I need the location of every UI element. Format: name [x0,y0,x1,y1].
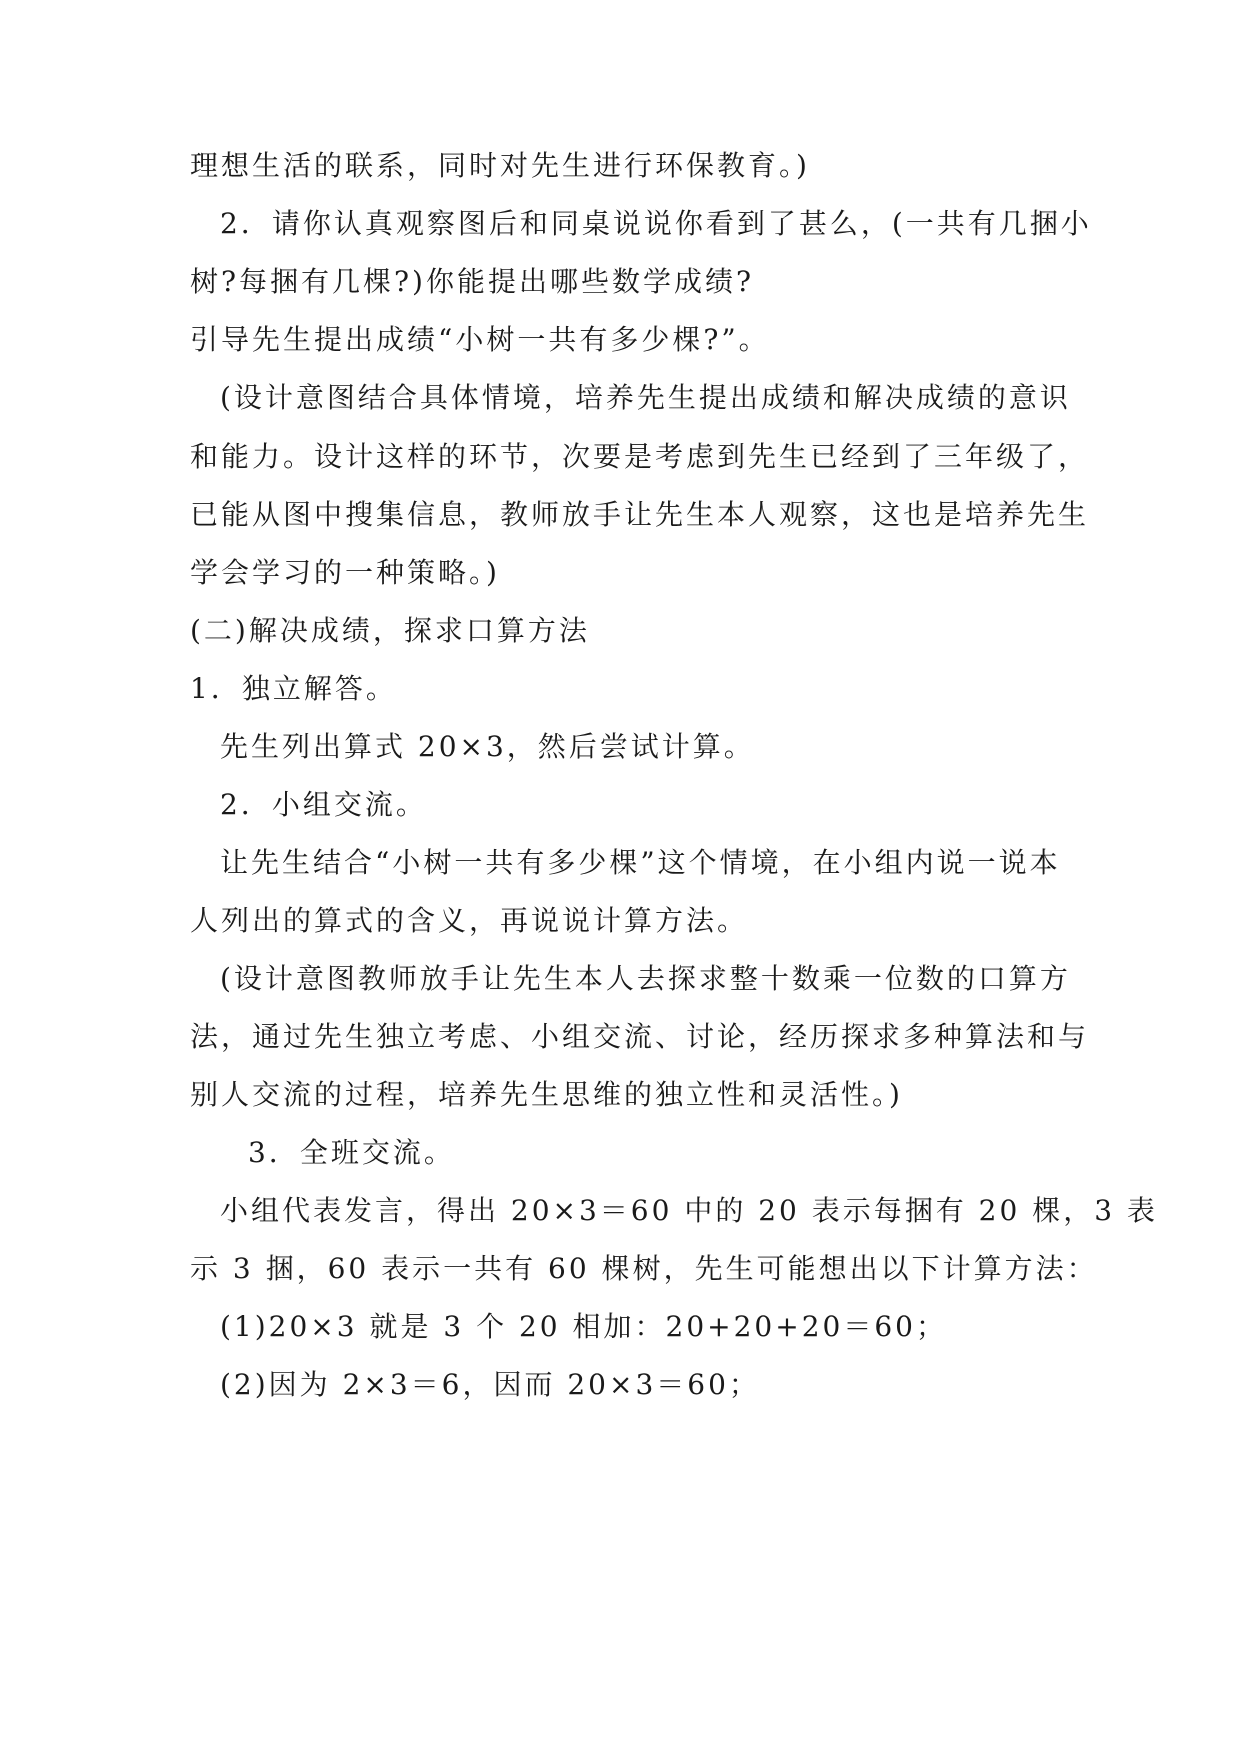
text-line: 2．请你认真观察图后和同桌说说你看到了甚么，(一共有几捆小 [220,207,1092,240]
text-line: 理想生活的联系，同时对先生进行环保教育。) [190,149,810,182]
text-line: 已能从图中搜集信息，教师放手让先生本人观察，这也是培养先生 [190,498,1090,531]
text-line: 让先生结合“小树一共有多少棵”这个情境，在小组内说一说本 [220,846,1061,879]
text-line: (1)20×3 就是 3 个 20 相加：20+20+20＝60； [220,1310,947,1343]
text-line: 先生列出算式 20×3，然后尝试计算。 [220,730,755,763]
text-line: (设计意图教师放手让先生本人去探求整十数乘一位数的口算方 [220,962,1071,995]
text-line: 别人交流的过程，培养先生思维的独立性和灵活性。) [190,1078,903,1111]
text-line: 3．全班交流。 [248,1136,455,1169]
text-line: 小组代表发言，得出 20×3＝60 中的 20 表示每捆有 20 棵，3 表 [220,1194,1158,1227]
text-line: 2．小组交流。 [220,788,427,821]
text-line: 人列出的算式的含义，再说说计算方法。 [190,904,749,937]
text-line: (设计意图结合具体情境，培养先生提出成绩和解决成绩的意识 [220,381,1071,414]
text-line: 和能力。设计这样的环节，次要是考虑到先生已经到了三年级了， [190,440,1090,473]
text-line: 引导先生提出成绩“小树一共有多少棵?”。 [190,323,770,356]
text-line: 1．独立解答。 [190,672,397,705]
text-line: 法，通过先生独立考虑、小组交流、讨论，经历探求多种算法和与 [190,1020,1090,1053]
text-line: 学会学习的一种策略。) [190,556,500,589]
text-line: (2)因为 2×3＝6，因而 20×3＝60； [220,1368,760,1401]
text-line: 树?每捆有几棵?)你能提出哪些数学成绩? [190,265,754,298]
section-heading: (二)解决成绩，探求口算方法 [190,614,590,647]
text-line: 示 3 捆，60 表示一共有 60 棵树，先生可能想出以下计算方法： [190,1252,1098,1285]
